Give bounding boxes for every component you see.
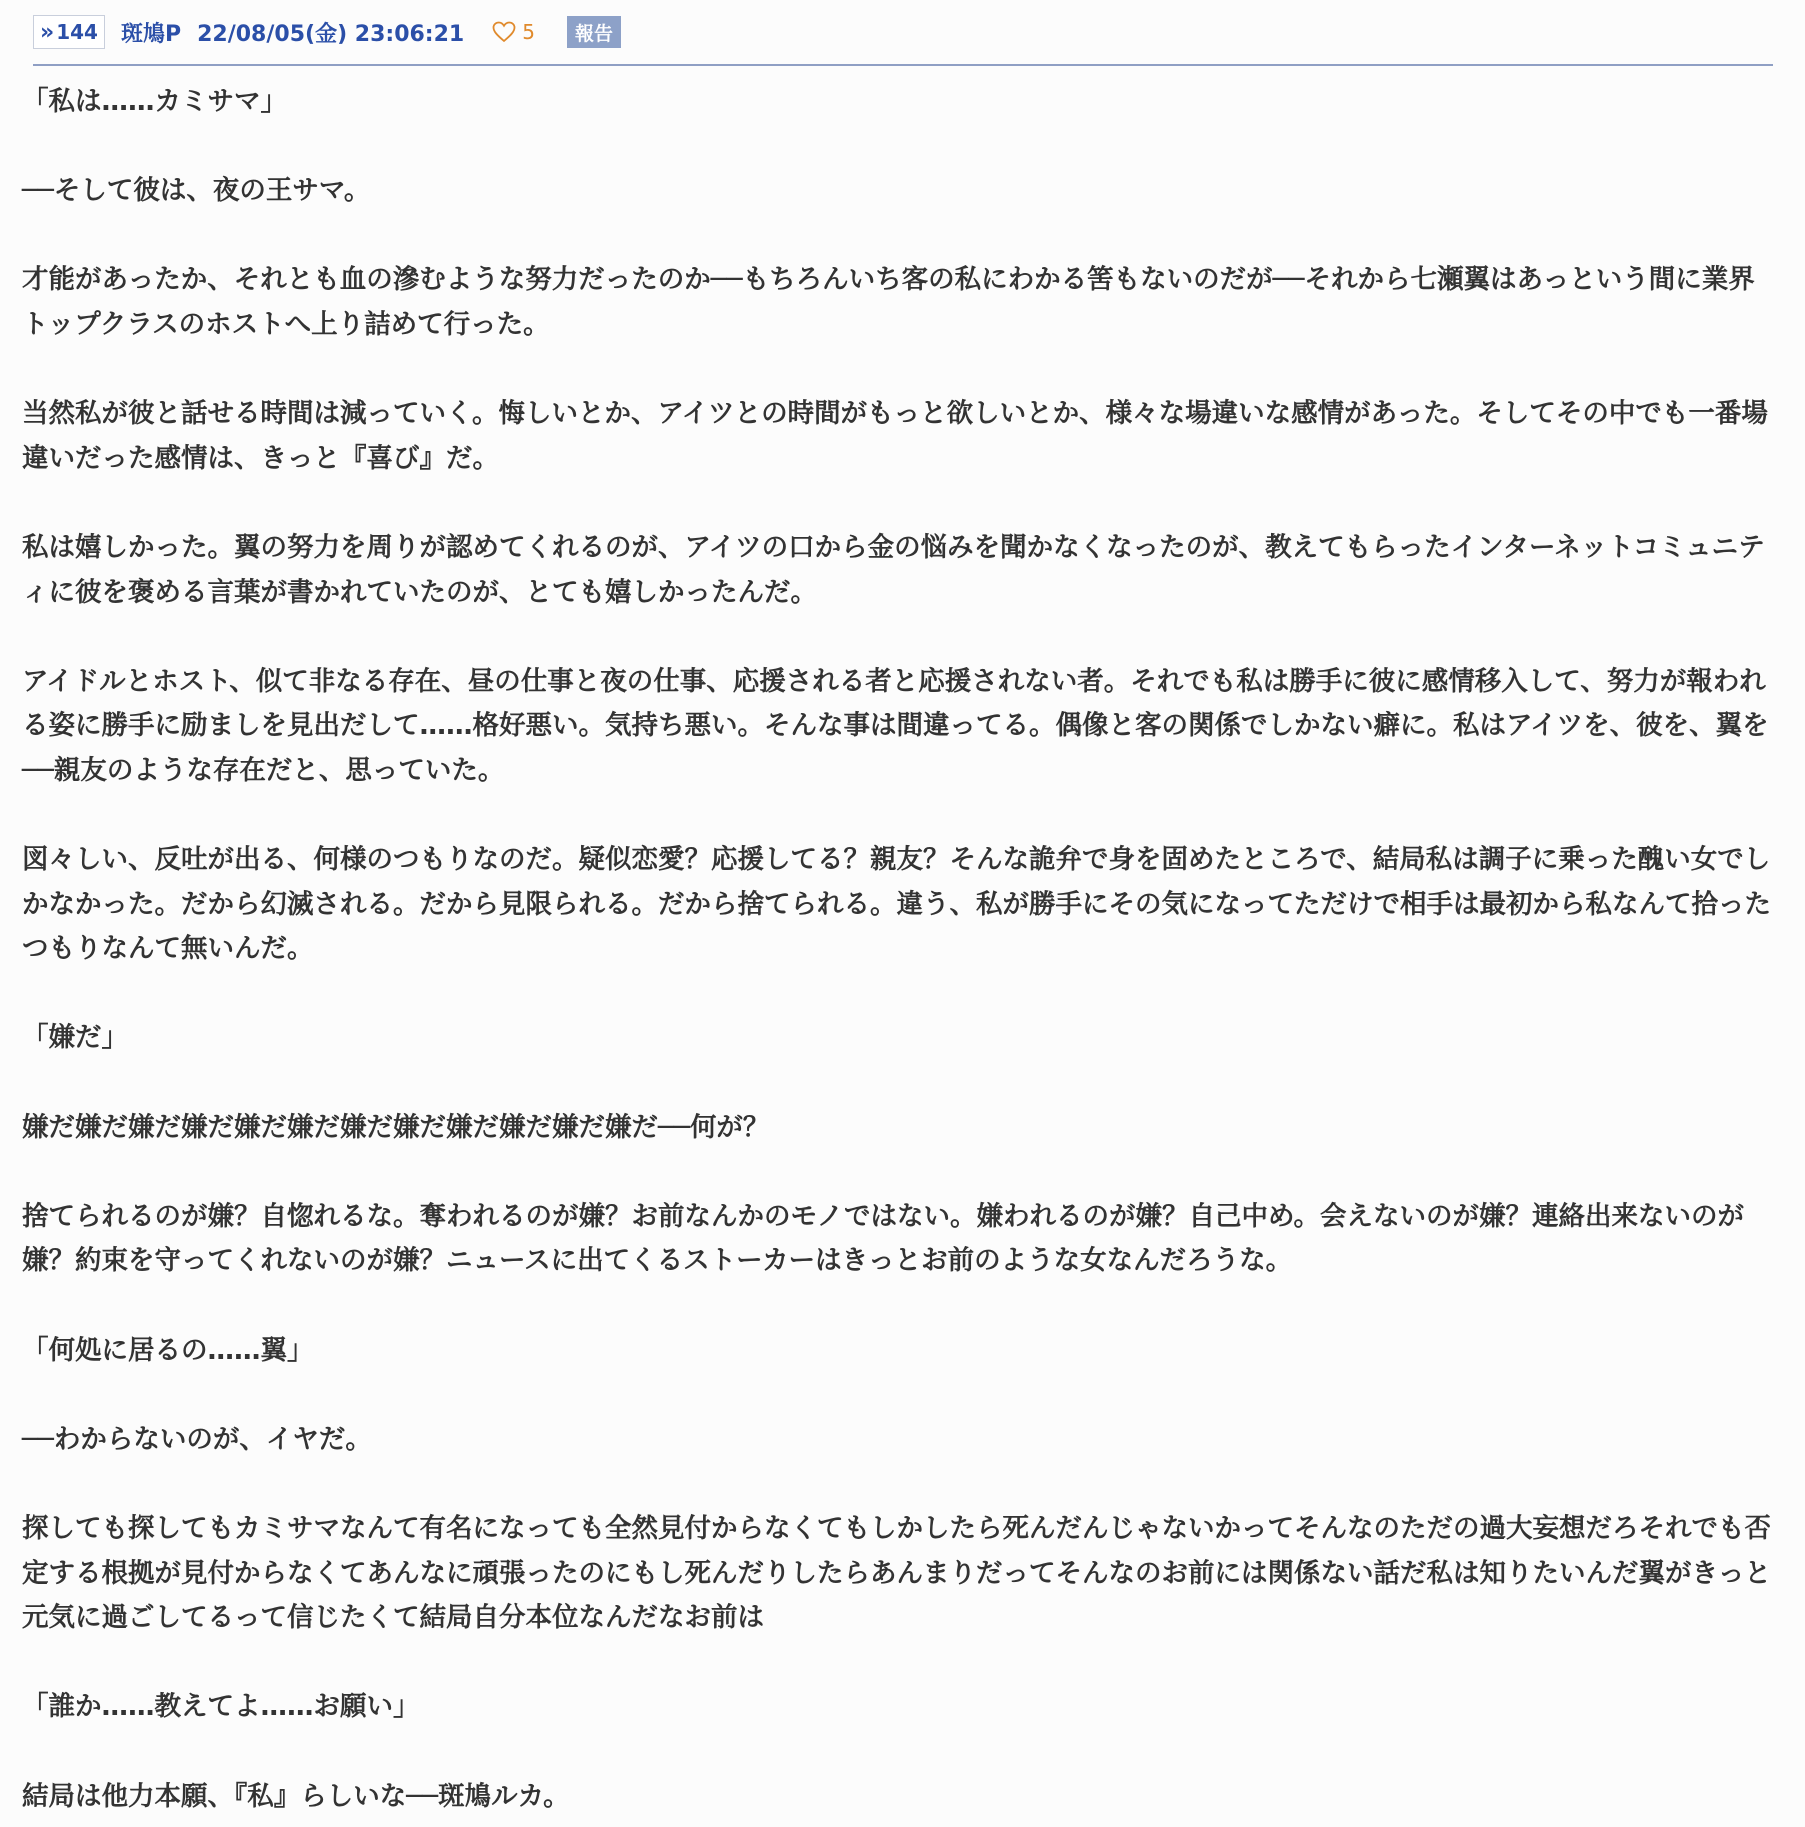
post-number: 144 <box>56 20 98 44</box>
post-timestamp: 22/08/05(金) 23:06:21 <box>197 21 465 47</box>
paragraph: 嫌だ嫌だ嫌だ嫌だ嫌だ嫌だ嫌だ嫌だ嫌だ嫌だ嫌だ嫌だ──何が？ <box>22 1111 770 1143</box>
reply-anchor-link[interactable] <box>33 15 105 49</box>
paragraph: 「何処に居るの……翼」 <box>22 1334 314 1366</box>
heart-icon <box>492 21 516 43</box>
report-button[interactable]: 報告 <box>567 16 621 48</box>
post-header <box>33 0 1773 66</box>
paragraph: 才能があったか、それとも血の滲むような努力だったのか──もちろんいち客の私にわかる筈もないのだが──それから七瀬翼はあっという間に業界トップクラスのホストへ上り詰めて行った。 <box>22 264 1755 340</box>
paragraph: 探しても探してもカミサマなんて有名になっても全然見付からなくてもしかしたら死んだんじゃないかってそんなのただの過大妄想だろそれでも否定する根拠が見付からなくてあんなに頑張ったのにもし死んだりしたらあんまりだってそんなのお前には関係ない話だ私は知りたいんだ翼がきっと元気に過ごしてるって信じたくて結局自分本位なんだなお前は <box>22 1513 1771 1634</box>
paragraph: 捨てられるのが嫌？自惚れるな。奪われるのが嫌？お前なんかのモノではない。嫌われるのが嫌？自己中め。会えないのが嫌？連絡出来ないのが嫌？約束を守ってくれないのが嫌？ニュースに出てくるストーカーはきっとお前のような女なんだろうな。 <box>22 1200 1744 1277</box>
paragraph: 「嫌だ」 <box>22 1022 128 1054</box>
paragraph: 「私は……カミサマ」 <box>22 86 287 117</box>
like-button[interactable] <box>492 20 535 44</box>
paragraph: ──そして彼は、夜の王サマ。 <box>22 175 371 207</box>
paragraph: 私は嬉しかった。翼の努力を周りが認めてくれるのが、アイツの口から金の悩みを聞かなくなったのが、教えてもらったインターネットコミュニティに彼を褒める言葉が書かれていたのが、とても嬉しかったんだ。 <box>22 531 1765 608</box>
double-chevron-icon: » <box>40 19 55 45</box>
paragraph: 当然私が彼と話せる時間は減っていく。悔しいとか、アイツとの時間がもっと欲しいとか、様々な場違いな感情があった。そしてその中でも一番場違いだった感情は、きっと『喜び』だ。 <box>22 398 1768 474</box>
paragraph: 図々しい、反吐が出る、何様のつもりなのだ。疑似恋愛？応援してる？親友？そんな詭弁で身を固めたところで、結局私は調子に乗った醜い女でしかなかった。だから幻滅される。だから見限られる。だから捨てられる。違う、私が勝手にその気になってただけで相手は最初から私なんて拾ったつもりなんて無いんだ。 <box>22 844 1771 965</box>
paragraph: 「誰か……教えてよ……お願い」 <box>22 1691 420 1723</box>
author-name[interactable]: 斑鳩P <box>120 21 182 47</box>
paragraph: アイドルとホスト、似て非なる存在、昼の仕事と夜の仕事、応援される者と応援されない者。それでも私は勝手に彼に感情移入して、努力が報われる姿に勝手に励ましを見出だして……格好悪い。気持ち悪い。そんな事は間違ってる。偶像と客の関係でしかない癖に。私はアイツを、彼を、翼を──親友のような存在だと、思っていた。 <box>22 665 1769 786</box>
paragraph: ──わからないのが、イヤだ。 <box>22 1423 372 1455</box>
post-body <box>22 66 1773 1819</box>
paragraph: 結局は他力本願、『私』らしいな──斑鳩ルカ。 <box>22 1780 570 1812</box>
like-count: 5 <box>522 20 535 44</box>
